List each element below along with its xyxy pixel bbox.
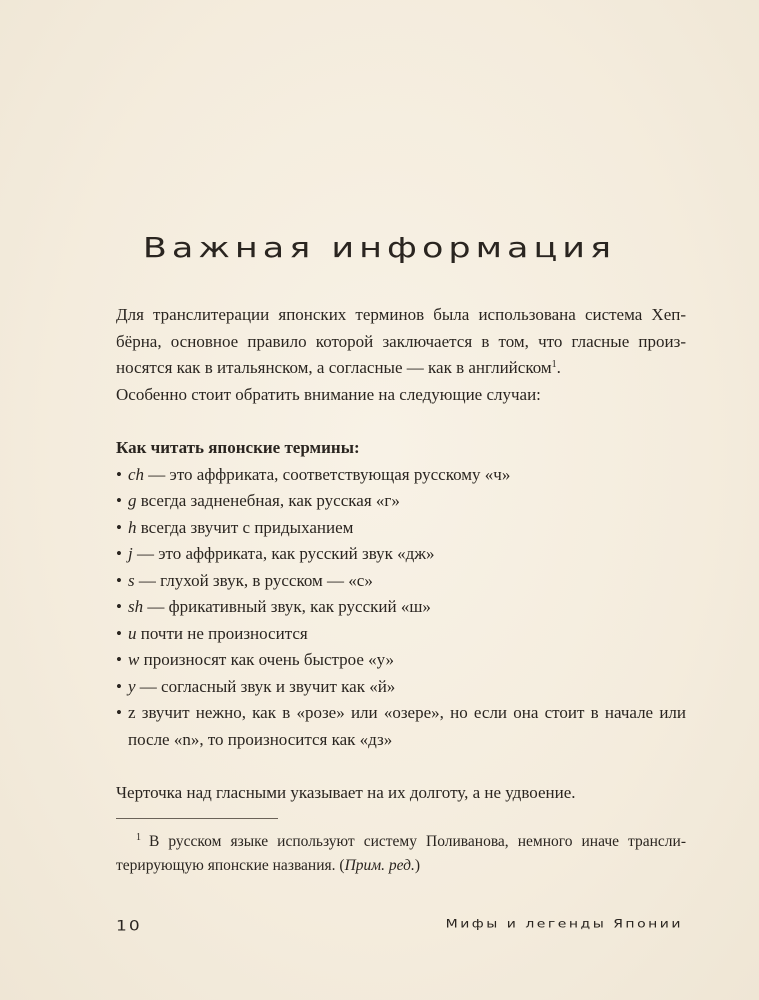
- intro-line-end: .: [556, 358, 561, 377]
- footnote-reference: 1: [551, 359, 557, 370]
- rule-term: y: [128, 676, 136, 696]
- rule-text: звучит нежно, как в «розе» или «озере», но если она стоит в начале или после «n», то произносится как «дз»: [128, 703, 686, 749]
- rule-term: w: [128, 650, 140, 669]
- rule-item: [116, 541, 686, 568]
- rule-text: произносят как очень быстрое «у»: [139, 650, 395, 669]
- rules-list: [116, 462, 686, 754]
- intro-line-text: носятся как в итальянском, а согласные — как в английском: [116, 358, 552, 377]
- intro-line: Для транслитерации японских терминов была использована система Хеп-: [116, 305, 686, 324]
- rule-term: u: [128, 623, 137, 643]
- rule-text: — фрикативный звук, как русский «ш»: [143, 597, 431, 616]
- intro-line: бёрна, основное правило которой заключается в том, что гласные произ-: [116, 331, 686, 351]
- rule-text: — это аффриката, как русский звук «дж»: [132, 544, 435, 563]
- rule-text: — согласный звук и звучит как «й»: [135, 676, 396, 696]
- rule-item: [116, 700, 686, 753]
- rule-term: ch: [128, 464, 145, 484]
- rule-text: всегда задненебная, как русская «г»: [136, 491, 400, 510]
- footnote-line: [116, 830, 686, 854]
- rule-term: h: [128, 517, 137, 537]
- rule-text: всегда звучит с придыханием: [136, 517, 354, 537]
- footnote: [116, 830, 686, 878]
- bullet-icon: •: [116, 491, 122, 510]
- bullet-icon: •: [116, 623, 122, 643]
- bullet-icon: •: [116, 570, 122, 590]
- rule-text: почти не произносится: [136, 623, 308, 643]
- rule-item: [116, 594, 686, 621]
- footnote-text: ): [414, 857, 421, 874]
- rule-term: j: [128, 544, 133, 563]
- rule-item: [116, 647, 686, 674]
- rule-text: — это аффриката, соответствующая русскому «ч»: [144, 464, 511, 484]
- rule-item: [116, 515, 686, 542]
- page-number: 10: [116, 917, 142, 935]
- rule-item: [116, 488, 686, 515]
- rule-item: [116, 621, 686, 648]
- page-title: Важная информация: [142, 233, 617, 265]
- intro-line: [116, 355, 686, 382]
- intro-paragraph: [116, 302, 686, 408]
- closing-paragraph: Черточка над гласными указывает на их долготу, а не удвоение.: [116, 783, 576, 802]
- rule-term: z: [128, 703, 136, 722]
- footnote-mark: 1: [136, 832, 141, 843]
- footnote-text: В русском языке используют систему Поливанова, немного иначе трансли-: [149, 833, 686, 850]
- rule-item: [116, 674, 686, 701]
- footnote-line: [116, 857, 420, 874]
- rule-term: g: [128, 491, 137, 510]
- rule-item: [116, 462, 686, 489]
- footnote-divider: [116, 818, 278, 819]
- bullet-icon: •: [116, 517, 122, 537]
- bullet-icon: •: [116, 597, 122, 616]
- main-text: [116, 302, 686, 807]
- rule-text: — глухой звук, в русском — «с»: [134, 570, 373, 590]
- intro-line: Особенно стоит обратить внимание на следующие случаи:: [116, 384, 541, 404]
- bullet-icon: •: [116, 703, 122, 722]
- rules-heading: Как читать японские термины:: [116, 438, 360, 457]
- bullet-icon: •: [116, 650, 122, 669]
- rule-item: [116, 568, 686, 595]
- rule-term: s: [128, 570, 135, 590]
- rule-term: sh: [128, 597, 144, 616]
- running-title: Мифы и легенды Японии: [445, 917, 683, 931]
- footnote-text: терирующую японские названия. (: [116, 857, 345, 874]
- bullet-icon: •: [116, 544, 122, 563]
- bullet-icon: •: [116, 676, 122, 696]
- footnote-editor-note: Прим. ред.: [344, 857, 415, 874]
- bullet-icon: •: [116, 464, 122, 484]
